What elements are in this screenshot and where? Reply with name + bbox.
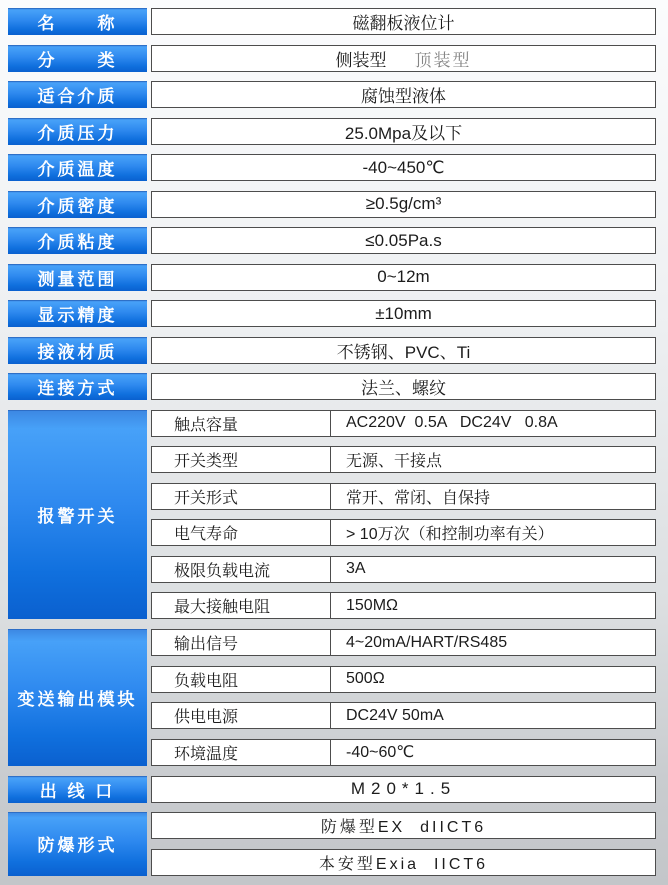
row-value (151, 776, 656, 803)
row-value-text: ±10mm (375, 303, 432, 323)
row-label: 显示精度 (8, 300, 147, 327)
sub-row-output-signal (151, 629, 656, 656)
row-value (151, 264, 656, 291)
section-explosion-proof (8, 812, 656, 876)
row-value (151, 154, 656, 181)
sub-row-switch-type (151, 446, 656, 473)
section-transmitter-module (8, 629, 656, 766)
row-value-text: 不锈钢、PVC、Ti (336, 342, 471, 362)
row-value (151, 191, 656, 218)
sub-value: 防爆型EX dIICT6 (320, 819, 487, 836)
row-value (151, 8, 656, 35)
row-value (151, 300, 656, 327)
sub-row-intrinsically-safe (151, 849, 656, 876)
sub-row-power-supply (151, 702, 656, 729)
spec-row-cable-outlet (8, 776, 656, 803)
row-value-text: 法兰、螺纹 (361, 379, 446, 398)
sub-value: > 10万次（和控制功率有关） (346, 526, 554, 543)
section-label: 防爆形式 (8, 812, 147, 876)
section-label: 变送输出模块 (8, 629, 147, 766)
row-label: 介质压力 (8, 118, 147, 145)
section-rows (151, 812, 656, 876)
row-value-text: ≤0.05Pa.s (365, 230, 442, 250)
row-label: 出 线 口 (8, 776, 147, 803)
sub-row-electrical-life (151, 519, 656, 546)
row-value (151, 118, 656, 145)
section-rows (151, 629, 656, 766)
spec-row-medium (8, 81, 656, 108)
sub-label: 负载电阻 (152, 667, 331, 692)
row-label: 介质粘度 (8, 227, 147, 254)
row-label: 接液材质 (8, 337, 147, 364)
category-secondary: 顶装型 (414, 50, 472, 70)
row-value-text: -40~450℃ (362, 157, 445, 177)
sub-row-max-contact-resistance (151, 592, 656, 619)
section-rows (151, 410, 656, 620)
row-label: 连接方式 (8, 373, 147, 400)
spec-row-accuracy (8, 300, 656, 327)
row-label: 介质密度 (8, 191, 147, 218)
row-value (151, 81, 656, 108)
sub-value: -40~60℃ (346, 744, 415, 761)
sub-row-contact-capacity (151, 410, 656, 437)
sub-label: 输出信号 (152, 630, 331, 655)
row-value (151, 373, 656, 400)
row-value (151, 227, 656, 254)
sub-label: 环境温度 (152, 740, 331, 765)
spec-row-temperature (8, 154, 656, 181)
sub-row-load-resistance (151, 666, 656, 693)
sub-label: 开关形式 (152, 484, 331, 509)
sub-value: 常开、常闭、自保持 (346, 489, 491, 507)
spec-row-range (8, 264, 656, 291)
spec-row-viscosity (8, 227, 656, 254)
row-label: 适合介质 (8, 81, 147, 108)
sub-label: 开关类型 (152, 447, 331, 472)
row-value-text: 25.0Mpa及以下 (344, 123, 463, 143)
row-value-text: 0~12m (377, 267, 430, 286)
spec-row-wetted-material (8, 337, 656, 364)
sub-row-ambient-temperature (151, 739, 656, 766)
spec-row-category (8, 45, 656, 72)
sub-row-limit-load-current (151, 556, 656, 583)
section-label: 报警开关 (8, 410, 147, 620)
sub-value: 500Ω (346, 670, 385, 687)
row-value-text: 腐蚀型液体 (361, 87, 446, 106)
sub-row-explosion-proof-ex (151, 812, 656, 839)
spec-row-density (8, 191, 656, 218)
sub-value: 150MΩ (346, 596, 398, 614)
sub-label: 极限负载电流 (152, 557, 331, 582)
spec-row-connection (8, 373, 656, 400)
row-value (151, 337, 656, 364)
row-value-text: M20*1.5 (350, 779, 457, 798)
spec-row-name (8, 8, 656, 35)
sub-value: 无源、干接点 (346, 453, 443, 470)
sub-row-switch-form (151, 483, 656, 510)
sub-value: 4~20mA/HART/RS485 (346, 633, 508, 651)
category-primary: 侧装型 (335, 50, 387, 70)
sub-value: AC220V 0.5A DC24V 0.8A (346, 414, 558, 431)
sub-label: 电气寿命 (152, 520, 331, 545)
spec-row-pressure (8, 118, 656, 145)
sub-value: 本安型Exia IICT6 (318, 855, 489, 873)
sub-label: 触点容量 (152, 411, 331, 436)
row-value-text: ≥0.5g/cm³ (365, 194, 442, 213)
row-label: 名 称 (8, 8, 147, 35)
sub-label: 最大接触电阻 (152, 593, 331, 618)
sub-label: 供电电源 (152, 703, 331, 728)
section-alarm-switch (8, 410, 656, 620)
sub-value: DC24V 50mA (346, 706, 444, 724)
sub-value: 3A (346, 560, 366, 577)
row-label: 测量范围 (8, 264, 147, 291)
row-label: 分 类 (8, 45, 147, 72)
row-value-text: 磁翻板液位计 (352, 14, 455, 33)
row-label: 介质温度 (8, 154, 147, 181)
row-value (151, 45, 656, 72)
